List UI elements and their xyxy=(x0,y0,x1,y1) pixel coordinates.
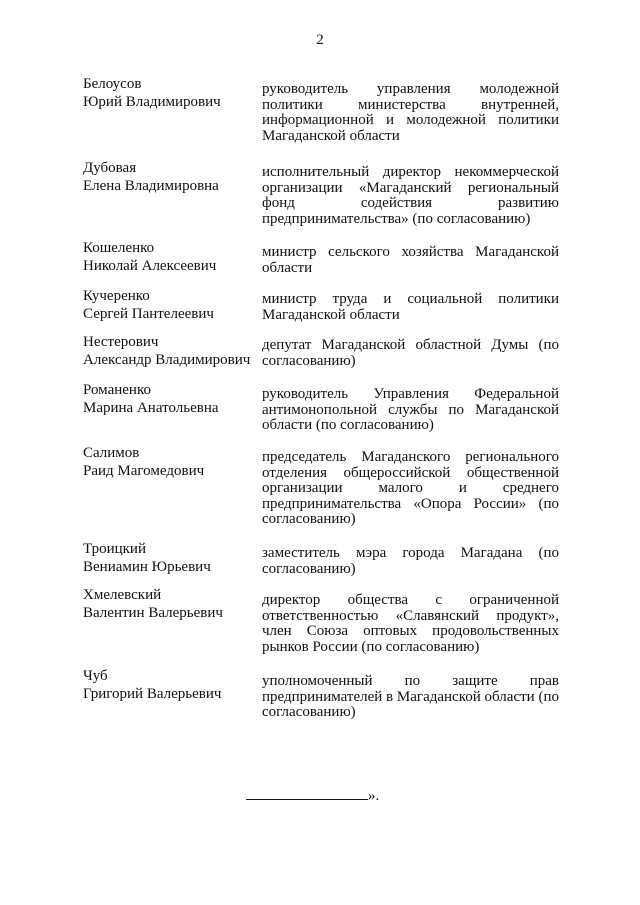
member-given-names: Сергей Пантелеевич xyxy=(83,306,214,322)
member-surname: Кучеренко xyxy=(83,288,150,304)
member-name xyxy=(83,239,253,275)
member-name xyxy=(83,540,253,576)
member-given-names: Николай Алексеевич xyxy=(83,258,217,274)
member-surname: Дубовая xyxy=(83,160,137,176)
member-name xyxy=(83,159,253,195)
member-name xyxy=(83,444,253,480)
member-surname: Романенко xyxy=(83,382,151,398)
member-name xyxy=(83,287,253,323)
member-name xyxy=(83,381,253,417)
member-role: руководитель управления молодежной политики министерства внутренней, информационной и молодежной политики Магаданской области xyxy=(262,81,559,144)
member-surname: Троицкий xyxy=(83,541,146,557)
member-role: руководитель Управления Федеральной антимонопольной службы по Магаданской области (по согласованию) xyxy=(262,386,559,434)
member-given-names: Юрий Владимирович xyxy=(83,94,221,110)
member-surname: Хмелевский xyxy=(83,587,162,603)
member-name xyxy=(83,333,253,369)
member-given-names: Валентин Валерьевич xyxy=(83,605,223,621)
member-role: заместитель мэра города Магадана (по согласованию) xyxy=(262,545,559,577)
closing-quote xyxy=(246,787,379,805)
member-given-names: Вениамин Юрьевич xyxy=(83,559,211,575)
member-given-names: Елена Владимировна xyxy=(83,178,219,194)
member-surname: Чуб xyxy=(83,668,108,684)
blank-signature-line xyxy=(246,787,368,800)
member-name xyxy=(83,75,253,111)
member-given-names: Александр Владимирович xyxy=(83,352,251,368)
member-given-names: Марина Анатольевна xyxy=(83,400,219,416)
member-surname: Кошеленко xyxy=(83,240,155,256)
page-number: 2 xyxy=(316,32,324,48)
member-role: директор общества с ограниченной ответственностью «Славянский продукт», член Союза оптовых продовольственных рынков России (по согласованию) xyxy=(262,592,559,655)
member-surname: Белоусов xyxy=(83,76,142,92)
member-role: министр труда и социальной политики Магаданской области xyxy=(262,291,559,323)
member-role: председатель Магаданского регионального отделения общероссийской общественной организации малого и среднего предпринимательства «Опора России» (по согласованию) xyxy=(262,449,559,528)
member-role: депутат Магаданской областной Думы (по согласованию) xyxy=(262,337,559,369)
closing-mark: ». xyxy=(368,788,380,804)
member-name xyxy=(83,586,253,622)
member-given-names: Григорий Валерьевич xyxy=(83,686,222,702)
member-name xyxy=(83,667,253,703)
member-surname: Салимов xyxy=(83,445,140,461)
member-role: министр сельского хозяйства Магаданской области xyxy=(262,244,559,276)
member-role: исполнительный директор некоммерческой организации «Магаданский региональный фонд содействия развитию предпринимательства» (по согласованию) xyxy=(262,164,559,227)
member-given-names: Раид Магомедович xyxy=(83,463,205,479)
member-role: уполномоченный по защите прав предпринимателей в Магаданской области (по согласованию) xyxy=(262,673,559,721)
member-surname: Нестерович xyxy=(83,334,159,350)
